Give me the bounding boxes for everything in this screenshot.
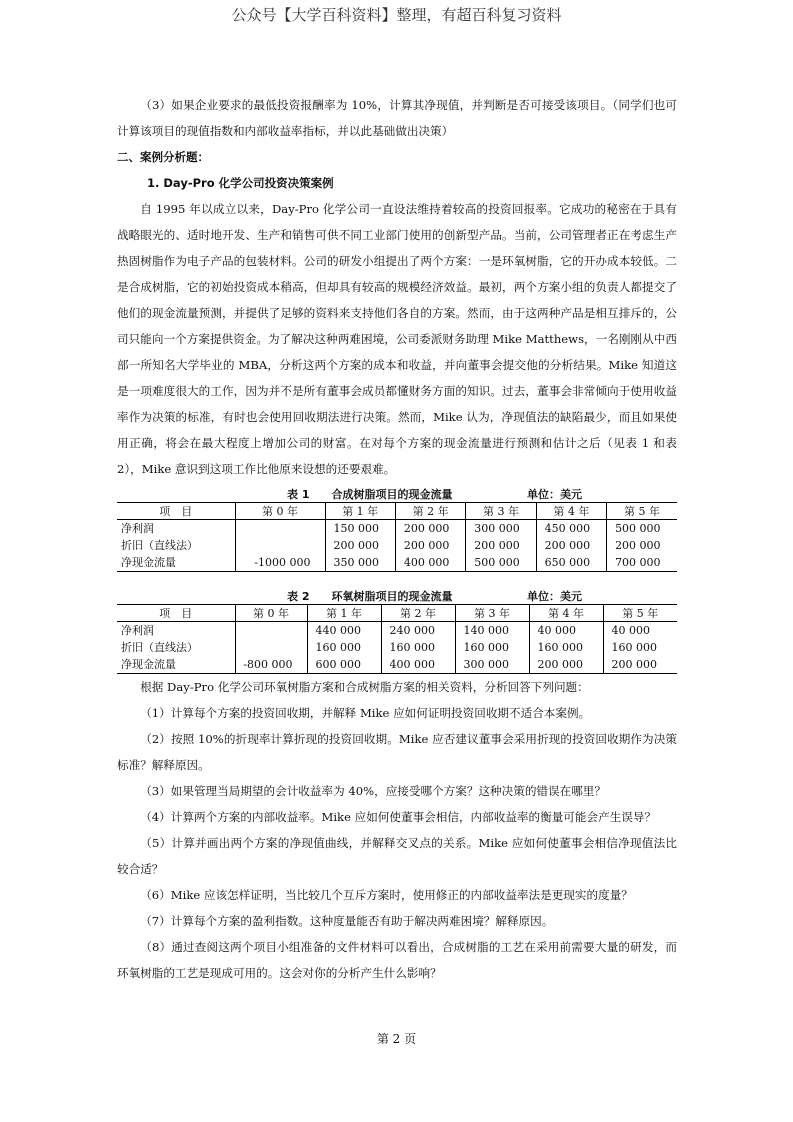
page-number: 第 2 页 bbox=[376, 1032, 417, 1046]
table-cell: 350 000 bbox=[325, 554, 395, 572]
table1-unit: 单位：美元 bbox=[527, 488, 582, 501]
table-cell: 400 000 bbox=[381, 656, 455, 674]
table-cell: 200 000 bbox=[536, 537, 606, 554]
table-cell bbox=[235, 537, 325, 554]
table2-title: 表 2 环氧树脂项目的现金流量 bbox=[287, 590, 453, 603]
table-cell: 40 000 bbox=[529, 622, 603, 640]
table-cell: 500 000 bbox=[466, 554, 536, 572]
header-watermark: 公众号【大学百科资料】整理，有超百科复习资料 bbox=[231, 6, 562, 24]
table-cell: 440 000 bbox=[307, 622, 381, 640]
table-cell: 160 000 bbox=[381, 639, 455, 656]
table-row bbox=[117, 622, 677, 640]
table-cell: 200 000 bbox=[529, 656, 603, 674]
table1-cashflow bbox=[117, 502, 677, 572]
table-row bbox=[117, 639, 677, 656]
table-cell: 400 000 bbox=[395, 554, 465, 572]
table-cell: 300 000 bbox=[455, 656, 529, 674]
table1-header-year2: 第 2 年 bbox=[395, 503, 465, 520]
question-4: （4）计算两个方案的内部收益率。Mike 应如何使董事会相信，内部收益率的衡量可能会产生误导？ bbox=[140, 810, 657, 824]
table-cell: 200 000 bbox=[395, 520, 465, 538]
table1-header-year1: 第 1 年 bbox=[325, 503, 395, 520]
table1-header-item: 项 目 bbox=[117, 503, 235, 520]
table-cell: 160 000 bbox=[455, 639, 529, 656]
table-cell: 300 000 bbox=[466, 520, 536, 538]
table-cell: -800 000 bbox=[235, 656, 307, 674]
table-cell: -1000 000 bbox=[235, 554, 325, 572]
table2-header-item: 项 目 bbox=[117, 605, 235, 622]
case-description: 自 1995 年以成立以来，Day-Pro 化学公司一直设法维持着较高的投资回报率。它成功的秘密在于具有战略眼光的、适时地开发、生产和销售可供不同工业部门使用的创新型产品。当前，公司管理者正在考虑生产热固树脂作为电子产品的包装材料。公司的研发小组提出了两个方案：一是环氧树脂，它的开办成本较低。二是合成树脂，它的初始投资成本稍高，但却具有较高的规模经济效益。最初，两个方案小组的负责人都提交了他们的现金流量预测，并提供了足够的资料来支持他们各自的方案。然而，由于这两种产品是相互排斥的，公司只能向一个方案提供资金。为了解决这种两难困境，公司委派财务助理 Mike Matthews，一名刚刚从中西部一所知名大学毕业的 MBA，分析这两个方案的成本和收益，并向董事会提交他的分析结果。Mike 知道这是一项难度很大的工作，因为并不是所有董事会成员都懂财务方面的知识。过去，董事会非常倾向于使用收益率作为决策的标准，有时也会使用回收期法进行决策。然而，Mike 认为，净现值法的缺陷最少，而且如果使用正确，将会在最大程度上增加公司的财富。在对每个方案的现金流量进行预测和估计之后（见表 1 和表 2），Mike 意识到这项工作比他原来设想的还要艰难。 bbox=[117, 202, 677, 476]
table-cell: 600 000 bbox=[307, 656, 381, 674]
table-cell: 40 000 bbox=[603, 622, 677, 640]
table-cell bbox=[235, 520, 325, 538]
table2-header-year3: 第 3 年 bbox=[455, 605, 529, 622]
question-5: （5）计算并画出两个方案的净现值曲线，并解释交叉点的关系。Mike 应如何使董事会相信净现值法比较合适？ bbox=[117, 836, 677, 876]
table-cell: 200 000 bbox=[466, 537, 536, 554]
question-6: （6）Mike 应该怎样证明，当比较几个互斥方案时，使用修正的内部收益率法是更现实的度量？ bbox=[140, 888, 633, 902]
table-cell: 160 000 bbox=[603, 639, 677, 656]
table-cell: 450 000 bbox=[536, 520, 606, 538]
case-title: 1. Day-Pro 化学公司投资决策案例 bbox=[147, 176, 334, 190]
question-3: （3）如果管理当局期望的会计收益率为 40%，应接受哪个方案？这种决策的错误在哪里？ bbox=[140, 784, 606, 798]
table-cell: 240 000 bbox=[381, 622, 455, 640]
table-cell: 200 000 bbox=[603, 656, 677, 674]
table1-caption bbox=[117, 486, 677, 502]
table-cell: 140 000 bbox=[455, 622, 529, 640]
table2-depreciation-label: 折旧（直线法） bbox=[121, 641, 198, 654]
table2-cashflow bbox=[117, 604, 677, 674]
table2-header-year5: 第 5 年 bbox=[603, 605, 677, 622]
table2-header-year0: 第 0 年 bbox=[235, 605, 307, 622]
table-cell: 650 000 bbox=[536, 554, 606, 572]
questions-intro: 根据 Day-Pro 化学公司环氧树脂方案和合成树脂方案的相关资料，分析回答下列问题： bbox=[140, 680, 589, 694]
table-cell: 200 000 bbox=[607, 537, 677, 554]
table1-header-year4: 第 4 年 bbox=[536, 503, 606, 520]
table1-depreciation-label: 折旧（直线法） bbox=[121, 539, 198, 552]
table-cell: 500 000 bbox=[607, 520, 677, 538]
table-cell: 150 000 bbox=[325, 520, 395, 538]
table2-caption bbox=[117, 588, 677, 604]
table1-header-year5: 第 5 年 bbox=[607, 503, 677, 520]
table2-net-income-label: 净利润 bbox=[121, 624, 154, 637]
table-cell bbox=[235, 639, 307, 656]
question-1: （1）计算每个方案的投资回收期，并解释 Mike 应如何证明投资回收期不适合本案例。 bbox=[140, 706, 591, 720]
table1-header-year3: 第 3 年 bbox=[466, 503, 536, 520]
table2-header-year2: 第 2 年 bbox=[381, 605, 455, 622]
table-cell: 160 000 bbox=[307, 639, 381, 656]
table-cell bbox=[235, 622, 307, 640]
table-cell: 160 000 bbox=[529, 639, 603, 656]
table1-header-year0: 第 0 年 bbox=[235, 503, 325, 520]
question-3-paragraph: （3）如果企业要求的最低投资报酬率为 10%，计算其净现值，并判断是否可接受该项目。（同学们也可计算该项目的现值指数和内部收益率指标，并以此基础做出决策） bbox=[117, 98, 677, 138]
page-content bbox=[117, 92, 677, 986]
table-row bbox=[117, 537, 677, 554]
table-cell: 200 000 bbox=[395, 537, 465, 554]
table1-header-row bbox=[117, 503, 677, 520]
table-row bbox=[117, 656, 677, 674]
table2-unit: 单位：美元 bbox=[527, 590, 582, 603]
question-2: （2）按照 10%的折现率计算折现的投资回收期。Mike 应否建议董事会采用折现的投资回收期作为决策标准？解释原因。 bbox=[117, 732, 677, 772]
table1-net-income-label: 净利润 bbox=[121, 522, 154, 535]
table-row bbox=[117, 554, 677, 572]
table1-net-cashflow-label: 净现金流量 bbox=[117, 554, 235, 572]
table-cell: 700 000 bbox=[607, 554, 677, 572]
question-8: （8）通过查阅这两个项目小组准备的文件材料可以看出，合成树脂的工艺在采用前需要大量的研发，而环氧树脂的工艺是现成可用的。这会对你的分析产生什么影响？ bbox=[117, 940, 677, 980]
section-title: 二、案例分析题： bbox=[117, 150, 209, 164]
table2-net-cashflow-label: 净现金流量 bbox=[117, 656, 235, 674]
table2-header-row bbox=[117, 605, 677, 622]
question-7: （7）计算每个方案的盈利指数。这种度量能否有助于解决两难困境？解释原因。 bbox=[140, 914, 554, 928]
table2-header-year1: 第 1 年 bbox=[307, 605, 381, 622]
table-row bbox=[117, 520, 677, 538]
table1-title: 表 1 合成树脂项目的现金流量 bbox=[287, 488, 453, 501]
table2-header-year4: 第 4 年 bbox=[529, 605, 603, 622]
table-cell: 200 000 bbox=[325, 537, 395, 554]
